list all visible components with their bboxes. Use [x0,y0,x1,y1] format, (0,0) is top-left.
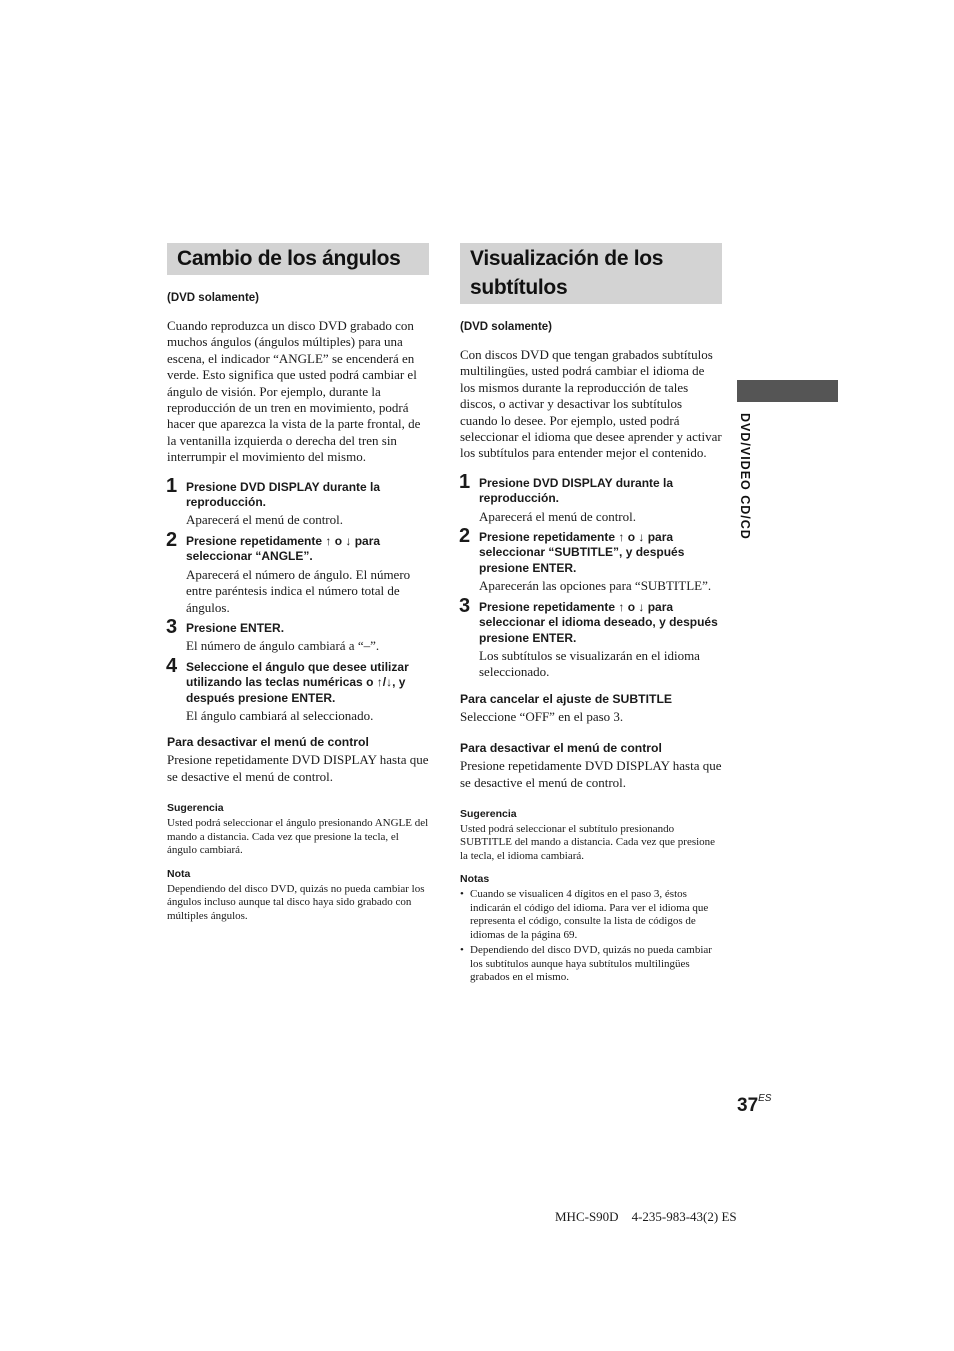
section-tab-marker [737,380,838,402]
step-body: Aparecerá el menú de control. [186,512,344,528]
note-heading: Nota [167,867,191,880]
step-body: Aparecerá el menú de control. [479,508,637,524]
list-item: • Dependiendo del disco DVD, quizás no pueda cambiar los subtítulos aunque haya subtítulos multilingües grabados en el mismo. [460,944,722,985]
step-number: 4 [166,654,178,677]
page-language-suffix: ES [758,1092,772,1104]
step-3 [459,594,722,681]
step-number: 2 [459,525,471,548]
tip-heading: Sugerencia [167,802,224,815]
step-heading: Presione repetidamente ↑ o ↓ para seleccionar “SUBTITLE”, y después presione ENTER. [479,530,685,575]
step-body: El ángulo cambiará al seleccionado. [186,707,374,723]
section-title-subtitles: Visualización de los subtítulos [460,243,722,304]
dvd-only-label: (DVD solamente) [167,292,260,304]
right-column [460,243,722,987]
step-heading: Presione DVD DISPLAY durante la reproducción. [186,479,381,510]
list-item: • Cuando se visualicen 4 dígitos en el paso 3, éstos indicarán el código del idioma. Para ver el idioma que representa el código, consulte la lista de códigos de idiomas de la página 69. [460,888,722,942]
step-number: 1 [459,470,471,493]
step-heading: Presione repetidamente ↑ o ↓ para seleccionar “ANGLE”. [186,533,381,564]
step-2 [459,525,722,595]
tip-text: Usted podrá seleccionar el ángulo presionando ANGLE del mando a distancia. Cada vez que presione la tecla, el ángulo cambiará. [167,817,429,857]
step-number: 1 [166,474,178,497]
intro-paragraph: Con discos DVD que tengan grabados subtítulos multilingües, usted podrá cambiar el idioma de los mismos durante la reproducción de tales discos, o activar y desactivar los subtítulos cuando lo desee. Por ejemplo, usted podrá seleccionar el idioma que desee aprender y activar los subtítulos para entender mejor el contenido. [460,347,722,461]
notes-heading: Notas [460,873,490,886]
step-heading: Presione ENTER. [186,620,285,635]
dvd-only-label: (DVD solamente) [460,321,553,333]
step-body: Aparecerán las opciones para “SUBTITLE”. [479,578,712,594]
cancel-subtitle-text: Seleccione “OFF” en el paso 3. [460,708,624,724]
notes-list [460,888,722,985]
cancel-subtitle-heading: Para cancelar el ajuste de SUBTITLE [460,691,673,706]
model-code: MHC-S90D 4-235-983-43(2) ES [555,1209,737,1224]
step-number: 2 [166,528,178,551]
step-number: 3 [166,615,178,638]
step-body: Aparecerá el número de ángulo. El número entre paréntesis indica el número total de ángulos. [186,566,411,615]
page-number [737,1092,772,1117]
step-heading: Seleccione el ángulo que desee utilizar utilizando las teclas numéricas o ↑/↓, y después presione ENTER. [186,659,409,705]
step-body: El número de ángulo cambiará a “–”. [186,638,380,654]
deactivate-menu-text: Presione repetidamente DVD DISPLAY hasta que se desactive el menú de control. [167,752,429,784]
deactivate-menu-heading: Para desactivar el menú de control [460,741,662,756]
step-1 [166,474,429,529]
step-3 [166,615,429,655]
deactivate-menu-text: Presione repetidamente DVD DISPLAY hasta que se desactive el menú de control. [460,758,722,790]
page-number-value: 37 [737,1095,759,1116]
section-title-angles: Cambio de los ángulos [167,243,429,275]
step-body: Los subtítulos se visualizarán en el idioma seleccionado. [479,647,700,680]
section-side-label: DVD/VIDEO CD/CD [738,413,752,540]
tip-text: Usted podrá seleccionar el subtítulo presionando SUBTITLE del mando a distancia. Cada vez que presione la tecla, el idioma cambiará. [460,822,716,862]
tip-heading: Sugerencia [460,807,517,820]
step-1 [459,470,722,525]
step-heading: Presione repetidamente ↑ o ↓ para seleccionar el idioma deseado, y después presione ENTER. [479,599,718,645]
step-heading: Presione DVD DISPLAY durante la reproducción. [479,475,674,506]
deactivate-menu-heading: Para desactivar el menú de control [167,735,369,750]
step-4 [166,654,429,725]
left-column [167,243,429,923]
note-text: Dependiendo del disco DVD, quizás no pueda cambiar los ángulos incluso aunque tal disco haya sido grabado con múltiples ángulos. [167,882,425,922]
intro-paragraph: Cuando reproduzca un disco DVD grabado con muchos ángulos (ángulos múltiples) para una escena, el indicador “ANGLE” se encenderá en verde. Esto significa que usted podrá cambiar el ángulo de visión. Por ejemplo, durante la reproducción de un tren en movimiento, podrá hacer que aparezca la vista de la parte frontal, de la ventanilla izquierda o derecha del tren sin interrumpir el movimiento del mismo. [167,318,421,465]
step-2 [166,528,429,616]
step-number: 3 [459,594,471,617]
